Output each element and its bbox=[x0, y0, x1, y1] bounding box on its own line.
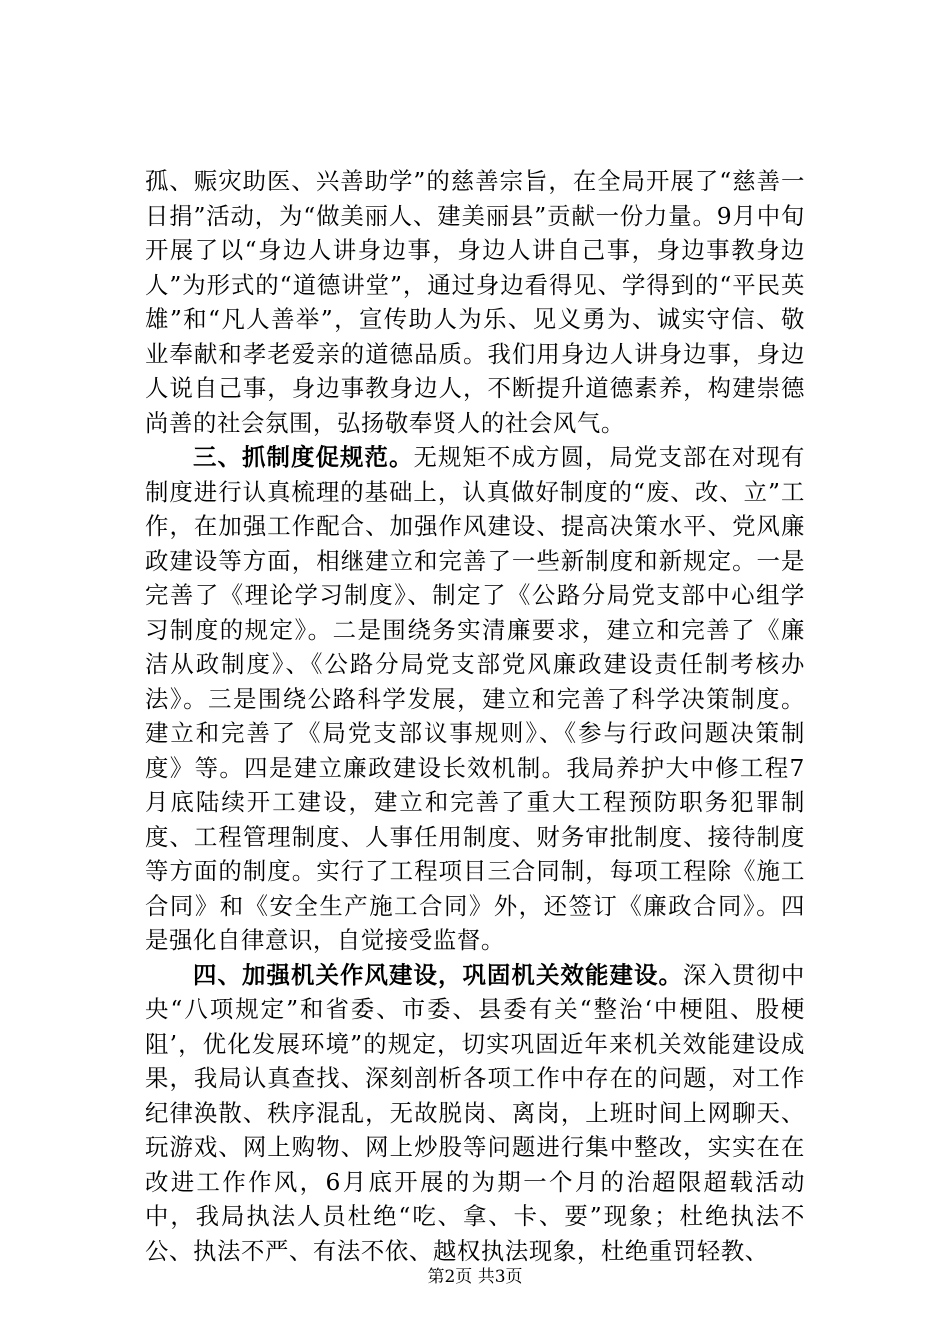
document-body bbox=[145, 164, 805, 1268]
page-number: 第2页 共3页 bbox=[427, 1267, 523, 1287]
paragraph-text: 深入贯彻中央“八项规定”和省委、市委、县委有关“整治‘中梗阻、股梗阻’，优化发展环境”的规定，切实巩固近年来机关效能建设成果，我局认真查找、深刻剖析各项工作中存在的问题，对工作纪律涣散、秩序混乱，无故脱岗、离岗，上班时间上网聊天、玩游戏、网上购物、网上炒股等问题进行集中整改，实实在在改进工作作风，6月底开展的为期一个月的治超限超载活动中，我局执法人员杜绝“吃、拿、卡、要”现象；杜绝执法不公、执法不严、有法不依、越权执法现象，杜绝重罚轻教、 bbox=[145, 960, 806, 1265]
section-heading: 三、抓制度促规范。 bbox=[193, 443, 414, 471]
page-footer bbox=[0, 1266, 950, 1288]
paragraph-text: 孤、赈灾助医、兴善助学”的慈善宗旨，在全局开展了“慈善一日捐”活动，为“做美丽人、建美丽县”贡献一份力量。9月中旬开展了以“身边人讲身边事，身边人讲自己事，身边事教身边人”为形式的“道德讲堂”，通过身边看得见、学得到的“平民英雄”和“凡人善举”，宣传助人为乐、见义勇为、诚实守信、敬业奉献和孝老爱亲的道德品质。我们用身边人讲身边事，身边人说自己事，身边事教身边人，不断提升道德素养，构建崇德尚善的社会氛围，弘扬敬奉贤人的社会风气。 bbox=[145, 167, 805, 437]
section-heading: 四、加强机关作风建设，巩固机关效能建设。 bbox=[193, 960, 684, 989]
paragraph-text: 无规矩不成方圆，局党支部在对现有制度进行认真梳理的基础上，认真做好制度的“废、改、立”工作，在加强工作配合、加强作风建设、提高决策水平、党风廉政建设等方面，相继建立和完善了一些新制度和新规定。一是完善了《理论学习制度》、制定了《公路分局党支部中心组学习制度的规定》。二是围绕务实清廉要求，建立和完善了《廉洁从政制度》、《公路分局党支部党风廉政建设责任制考核办法》。三是围绕公路科学发展，建立和完善了科学决策制度。建立和完善了《局党支部议事规则》、《参与行政问题决策制度》等。四是建立廉政建设长效机制。我局养护大中修工程7月底陆续开工建设，建立和完善了重大工程预防职务犯罪制度、工程管理制度、人事任用制度、财务审批制度、接待制度等方面的制度。实行了工程项目三合同制，每项工程除《施工合同》和《安全生产施工合同》外，还签订《廉政合同》。四是强化自律意识，自觉接受监督。 bbox=[145, 443, 805, 954]
paragraph-continuation bbox=[145, 164, 805, 440]
paragraph-section-three bbox=[145, 440, 805, 958]
paragraph-section-four bbox=[145, 958, 805, 1269]
